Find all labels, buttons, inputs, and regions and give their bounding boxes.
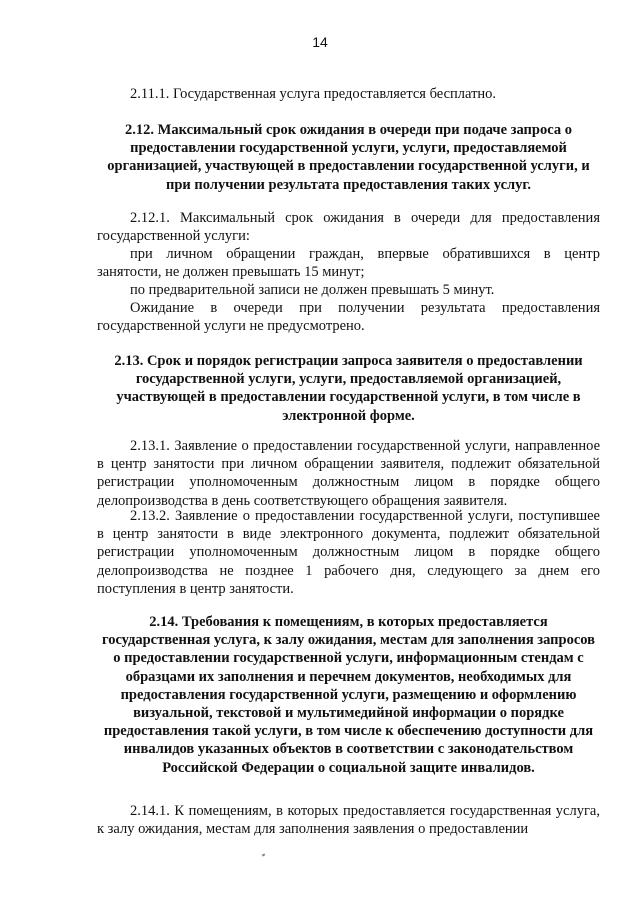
paragraph-2-12-1-intro: 2.12.1. Максимальный срок ожидания в очереди для предоставления государственной услуги: [97, 210, 600, 245]
page-number: 14 [312, 34, 328, 50]
paragraph-2-14-1: 2.14.1. К помещениям, в которых предоставляется государственная услуга, к залу ожидания, местам для заполнения заявления о предоставлении [97, 803, 600, 838]
heading-2-14: 2.14. Требования к помещениям, в которых предоставляется государственная услуга, к залу ожидания, местам для заполнения запросов о предоставлении государственной услуги, информационным стендам с образцами их заполнения и перечнем документов, необходимых для предоставления государственной услуги, размещению и оформлению визуальной, текстовой и мультимедийной информации о порядке предоставления такой услуги, в том числе к обеспечению доступности для инвалидов указанных объектов в соответствии с законодательством Российской Федерации о социальной защите инвалидов. [101, 614, 596, 776]
paragraph-2-12-1-c: Ожидание в очереди при получении результата предоставления [130, 300, 600, 316]
paragraph-2-12-1-b: по предварительной записи не должен превышать 5 минут. [130, 282, 495, 298]
scan-speck [262, 853, 266, 856]
paragraph-2-13-2: 2.13.2. Заявление о предоставлении государственной услуги, поступившее в центр занятости в виде электронного документа, подлежит обязательной регистрации уполномоченным должностным лицом в порядке общего делопроизводства не позднее 1 рабочего дня, следующего за днем его поступления в центр занятости. [97, 508, 600, 597]
heading-2-12: 2.12. Максимальный срок ожидания в очереди при подаче запроса о предоставлении государственной услуги, услуги, предоставляемой организацией, участвующей в предоставлении государственной услуги, и при получении результата предоставления таких услуг. [107, 122, 590, 193]
paragraph-2-13-1: 2.13.1. Заявление о предоставлении государственной услуги, направленное в центр занятости при личном обращении заявителя, подлежит обязательной регистрации уполномоченным должностным лицом в порядке общего делопроизводства в день соответствующего обращения заявителя. [97, 438, 600, 509]
paragraph-2-11-1: 2.11.1. Государственная услуга предоставляется бесплатно. [130, 86, 497, 102]
paragraph-2-12-1-a-cont: занятости, не должен превышать 15 минут; [97, 264, 365, 280]
paragraph-2-12-1-c-cont: государственной услуги не предусмотрено. [97, 318, 365, 334]
heading-2-13: 2.13. Срок и порядок регистрации запроса заявителя о предоставлении государственной услуги, услуги, предоставляемой организацией, участвующей в предоставлении государственной услуги, в том числе в электронной форме. [114, 353, 583, 424]
paragraph-2-12-1-a: при личном обращении граждан, впервые обратившихся в центр [130, 246, 600, 262]
